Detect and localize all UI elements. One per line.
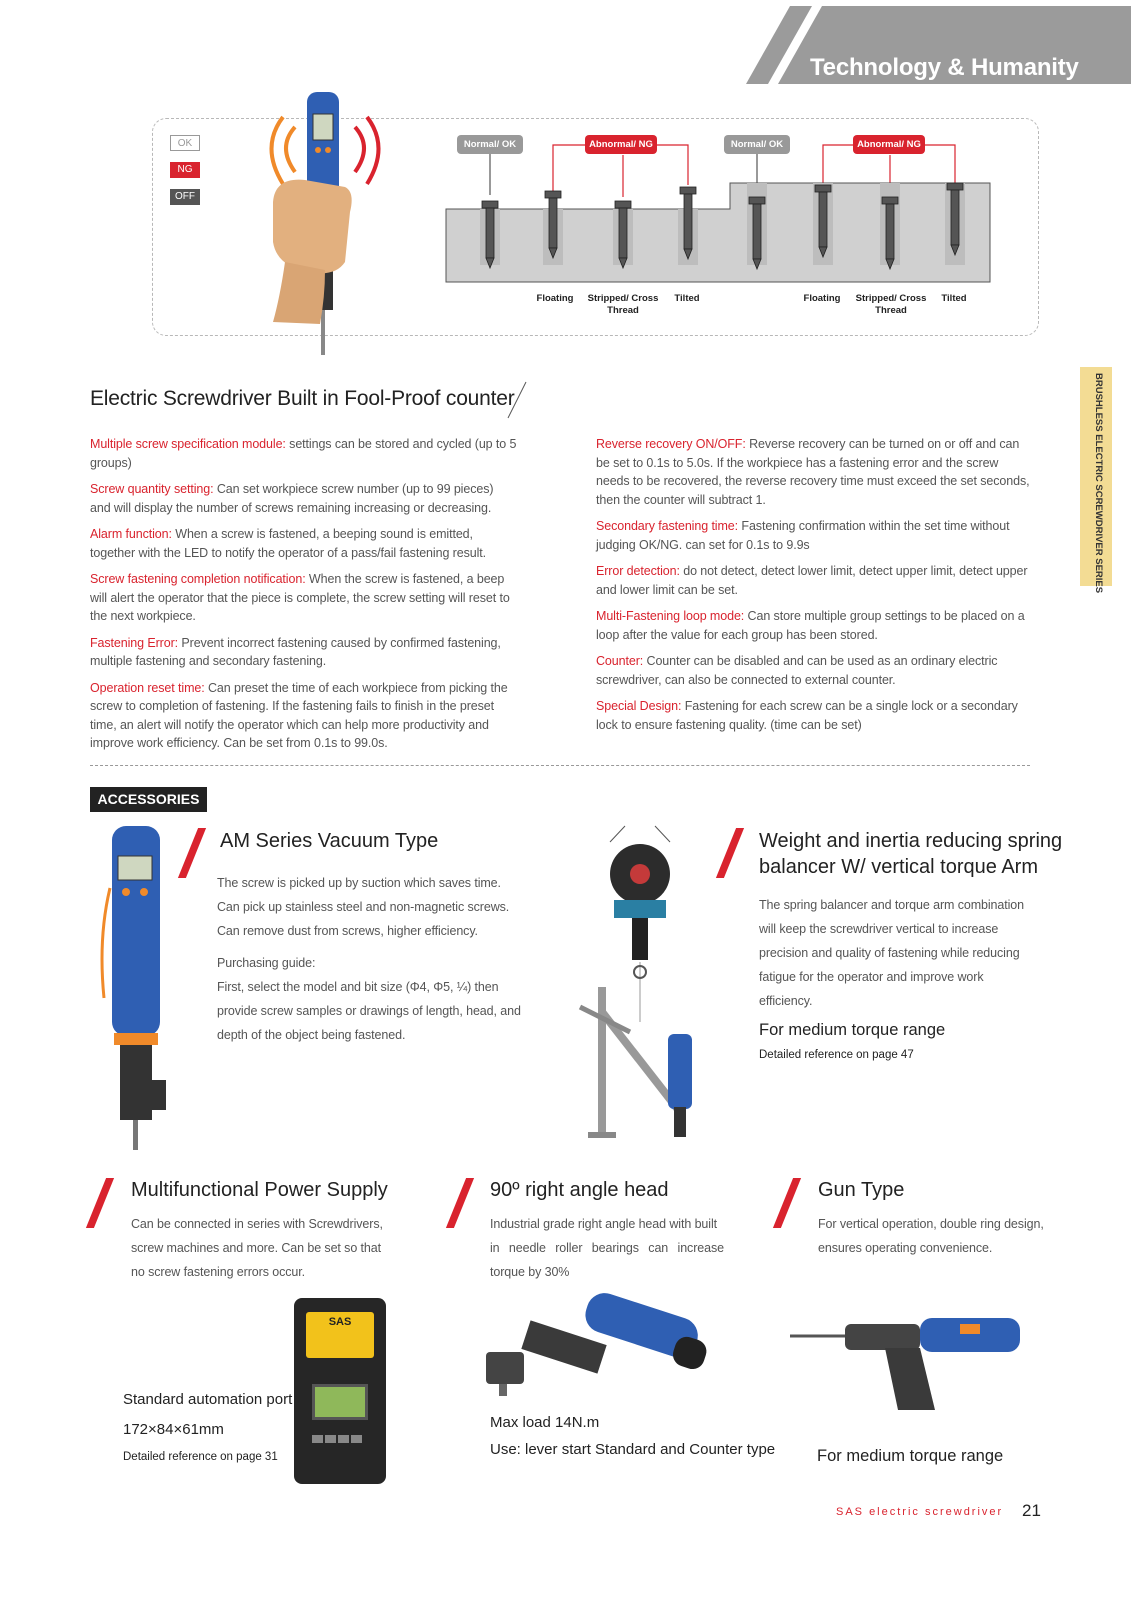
feature-right-0: Reverse recovery ON/OFF: Reverse recovery can be turned on or off and can be set to 0.1s to 5.0s. If the workpiece has a fastening error and the screw needs to be recovered, the reverse recovery time must exceed the set seconds, then the counter will subtract 1.: [596, 437, 1030, 507]
footer-brand: SAS electric screwdriver: [836, 1506, 1004, 1518]
power-line: no screw fastening errors occur.: [131, 1265, 305, 1279]
spring-balancer-illustration: [570, 822, 710, 1152]
power-supply-device: [294, 1298, 386, 1484]
feature-left-2: Alarm function: When a screw is fastened, a beeping sound is emitted, together with the LED to notify the operator of a pass/fail fastening result.: [90, 527, 487, 560]
status-box-ng: NG: [170, 162, 200, 178]
power-port: Standard automation port: [123, 1391, 293, 1408]
section-divider: [90, 765, 1030, 766]
status-box-ok: OK: [170, 135, 200, 151]
header-tagline: Technology & Humanity: [810, 54, 1079, 81]
am-line: Can remove dust from screws, higher efficiency.: [217, 924, 478, 938]
feature-right-1: Secondary fastening time: Fastening confirmation within the set time without judging OK/NG. can set for 0.1s to 9.9s: [596, 519, 1010, 552]
counter-section-title: Electric Screwdriver Built in Fool-Proof counter: [90, 387, 515, 410]
power-title: Multifunctional Power Supply: [131, 1179, 388, 1201]
am-title: AM Series Vacuum Type: [220, 830, 439, 852]
title-slash-line: [504, 380, 528, 420]
screw-label-floating-1: Floating: [536, 293, 574, 304]
gun-subtitle: For medium torque range: [817, 1447, 1004, 1465]
balancer-line: efficiency.: [759, 994, 813, 1008]
counter-features-left: [90, 435, 517, 753]
status-box-off: OFF: [170, 189, 200, 205]
sidebar-tab: [1080, 367, 1112, 594]
power-line: screw machines and more. Can be set so that: [131, 1241, 381, 1255]
am-guide-line: provide screw samples or drawings of length, head, and: [217, 1004, 521, 1018]
feature-right-4: Counter: Counter can be disabled and can be used as an ordinary electric screwdriver, can also be connected to external counter.: [596, 654, 998, 687]
am-purchasing-guide-label: Purchasing guide:: [217, 956, 316, 970]
counter-features-right: [596, 435, 1031, 734]
feature-left-0: Multiple screw specification module: settings can be stored and cycled (up to 5 groups): [90, 437, 517, 470]
angle-description: [490, 1212, 735, 1284]
power-reference: Detailed reference on page 31: [123, 1451, 278, 1463]
device-display: [312, 1384, 368, 1420]
balancer-title: [759, 828, 1079, 880]
power-size: 172×84×61mm: [123, 1421, 224, 1438]
label-normal-ok-1: Normal/ OK: [457, 135, 523, 154]
device-brand: SAS: [328, 1316, 352, 1328]
feature-right-5: Special Design: Fastening for each screw can be a single lock or a secondary lock to ensure fastening quality. (time can be set): [596, 699, 1018, 732]
am-line: Can pick up stainless steel and non-magnetic screws.: [217, 900, 510, 914]
device-buttons: [312, 1430, 368, 1440]
balancer-reference: Detailed reference on page 47: [759, 1049, 914, 1061]
power-title-slash: [86, 1178, 114, 1228]
screw-label-stripped-1: Stripped/ Cross Thread: [587, 293, 659, 316]
gun-type-screwdriver-illustration: [790, 1310, 1030, 1420]
balancer-line: precision and quality of fastening while reducing: [759, 946, 1020, 960]
am-title-slash: [178, 828, 206, 878]
label-abnormal-ng-2: Abnormal/ NG: [853, 135, 925, 154]
feature-right-3: Multi-Fastening loop mode: Can store multiple group settings to be placed on a loop after the value for each group has been stored.: [596, 609, 1025, 642]
screw-label-tilted-2: Tilted: [941, 293, 967, 304]
balancer-line: The spring balancer and torque arm combination: [759, 898, 1024, 912]
balancer-line: will keep the screwdriver vertical to increase: [759, 922, 999, 936]
feature-right-2: Error detection: do not detect, detect lower limit, detect upper limit, detect upper and lower limit can be set.: [596, 564, 1028, 597]
label-abnormal-ng-1: Abnormal/ NG: [585, 135, 657, 154]
angle-line: in needle roller bearings can increase: [490, 1241, 724, 1255]
feature-left-1: Screw quantity setting: Can set workpiece screw number (up to 99 pieces) and will display the number of screws remaining increasing or decreasing.: [90, 482, 494, 515]
feature-left-4: Fastening Error: Prevent incorrect fastening caused by confirmed fastening, multiple fastening and secondary fastening.: [90, 635, 501, 668]
screw-label-stripped-2: Stripped/ Cross Thread: [855, 293, 927, 316]
balancer-line: fatigue for the operator and improve work: [759, 970, 984, 984]
screw-label-floating-2: Floating: [803, 293, 841, 304]
right-angle-head-illustration: [484, 1292, 729, 1402]
angle-title: 90º right angle head: [490, 1179, 669, 1201]
screwdriver-hand-illustration: [255, 92, 395, 372]
header-banner: [0, 0, 1131, 90]
am-guide-line: First, select the model and bit size (Φ4, Φ5, ¼) then: [217, 980, 499, 994]
am-description: [217, 871, 547, 1047]
screw-label-tilted-1: Tilted: [674, 293, 700, 304]
balancer-title-line: balancer W/ vertical torque Arm: [759, 856, 1038, 878]
gun-title: Gun Type: [818, 1179, 905, 1201]
am-vacuum-screwdriver-illustration: [90, 818, 180, 1158]
angle-use: Use: lever start Standard and Counter type: [490, 1441, 776, 1458]
balancer-title-slash: [716, 828, 744, 878]
device-brand-plate: [306, 1312, 374, 1358]
angle-line: Industrial grade right angle head with built: [490, 1217, 717, 1231]
am-guide-line: depth of the object being fastened.: [217, 1028, 406, 1042]
gun-description: [818, 1212, 1058, 1260]
balancer-title-line: Weight and inertia reducing spring: [759, 830, 1063, 852]
angle-max-load: Max load 14N.m: [490, 1414, 600, 1431]
angle-line: torque by 30%: [490, 1265, 570, 1279]
gun-line: ensures operating convenience.: [818, 1241, 993, 1255]
feature-left-5: Operation reset time: Can preset the time of each workpiece from picking the screw to completion of fastening. If the fastening fails to finish in the preset time, an alert will notify the operator which can help more productivity and improve work efficiency. Can be set from 0.1s to 99.0s.: [90, 680, 508, 750]
feature-left-3: Screw fastening completion notification: When the screw is fastened, a beep will alert the operator that the piece is complete, the screw setting will reset to the next workpiece.: [90, 572, 510, 623]
label-normal-ok-2: Normal/ OK: [724, 135, 790, 154]
page-number: 21: [1022, 1501, 1041, 1520]
sidebar-tab-label: BRUSHLESS ELECTRIC SCREWDRIVER SERIES: [1093, 373, 1104, 594]
angle-title-slash: [446, 1178, 474, 1228]
power-line: Can be connected in series with Screwdrivers,: [131, 1217, 383, 1231]
gun-title-slash: [773, 1178, 801, 1228]
balancer-description: [759, 893, 1031, 1013]
power-description: [131, 1212, 401, 1284]
balancer-subtitle: For medium torque range: [759, 1021, 946, 1039]
accessories-label: ACCESSORIES: [90, 787, 207, 812]
gun-line: For vertical operation, double ring design,: [818, 1217, 1044, 1231]
am-line: The screw is picked up by suction which saves time.: [217, 876, 501, 890]
